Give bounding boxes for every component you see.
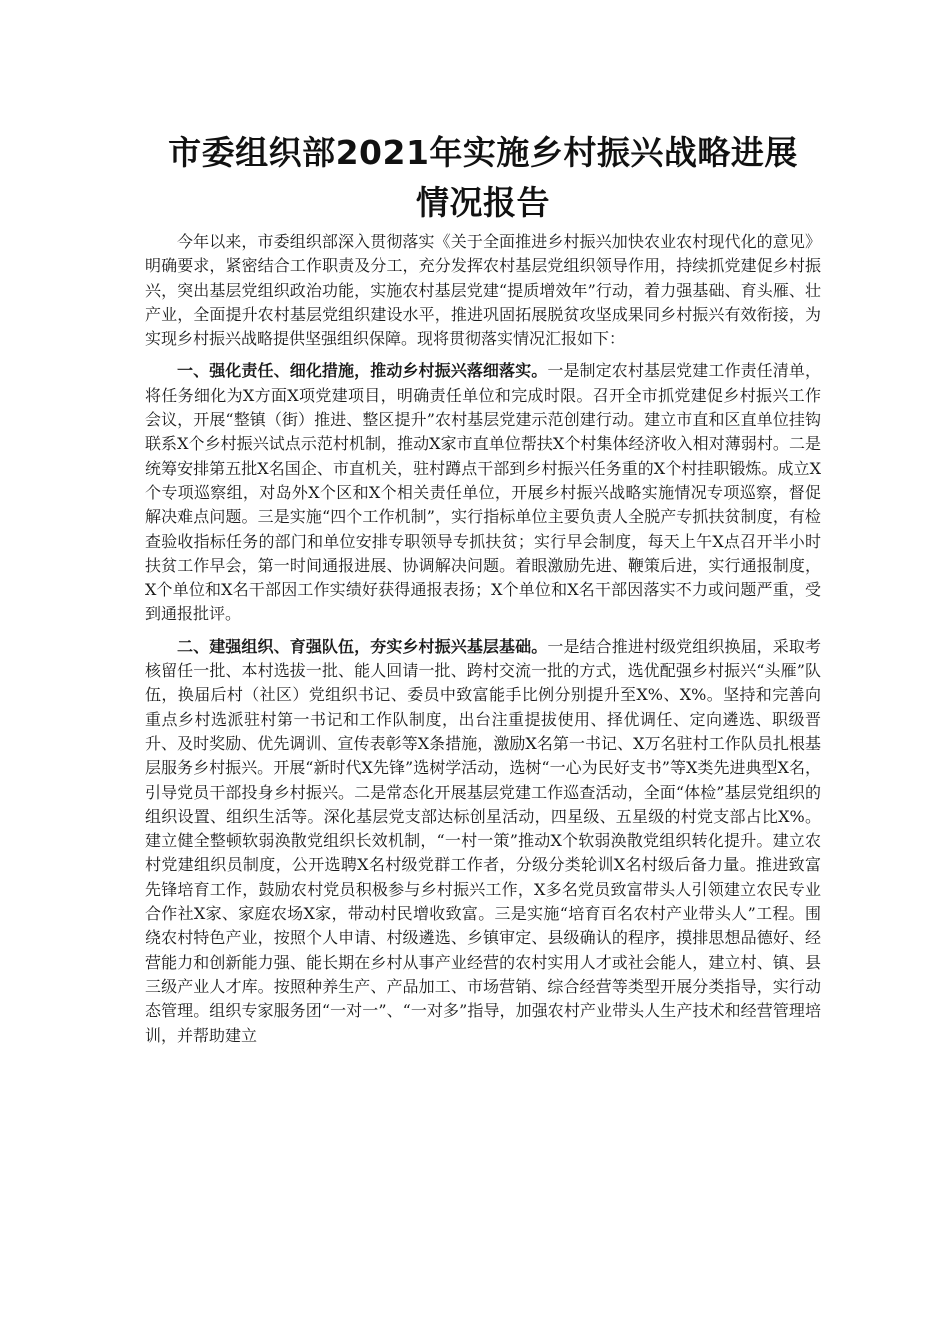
intro-paragraph: 今年以来，市委组织部深入贯彻落实《关于全面推进乡村振兴加快农业农村现代化的意见》明确要求，紧密结合工作职责及分工，充分发挥农村基层党组织领导作用，持续抓党建促乡村振兴，突出基层党组织政治功能，实施农村基层党建“提质增效年”行动，着力强基础、育头雁、壮产业，全面提升农村基层党组织建设水平，推进巩固拓展脱贫攻坚成果同乡村振兴有效衔接，为实现乡村振兴战略提供坚强组织保障。现将贯彻落实情况汇报如下： (145, 232, 821, 349)
title-line-2: 情况报告 (416, 183, 550, 222)
section-2-heading: 二、建强组织、育强队伍，夯实乡村振兴基层基础。 (177, 636, 548, 656)
title-line-1: 市委组织部2021年实施乡村振兴战略进展 (168, 133, 798, 172)
section-1-paragraph (145, 359, 821, 626)
document-page (145, 128, 821, 1056)
section-2-paragraph (145, 635, 821, 1048)
document-title (145, 128, 821, 228)
section-1-text: 一是制定农村基层党建工作责任清单，将任务细化为X方面X项党建项目，明确责任单位和完成时限。召开全市抓党建促乡村振兴工作会议，开展“整镇（街）推进、整区提升”农村基层党建示范创建行动。建立市直和区直单位挂钩联系X个乡村振兴试点示范村机制，推动X家市直单位帮扶X个村集体经济收入相对薄弱村。二是统筹安排第五批X名国企、市直机关，驻村蹲点干部到乡村振兴任务重的X个村挂职锻炼。成立X个专项巡察组，对岛外X个区和X个相关责任单位，开展乡村振兴战略实施情况专项巡察，督促解决难点问题。三是实施“四个工作机制”，实行指标单位主要负责人全脱产专抓扶贫制度，有检查验收指标任务的部门和单位安排专职领导专抓扶贫；实行早会制度，每天上午X点召开半小时扶贫工作早会，第一时间通报进展、协调解决问题。着眼激励先进、鞭策后进，实行通报制度，X个单位和X名干部因工作实绩好获得通报表扬；X个单位和X名干部因落实不力或问题严重，受到通报批评。 (145, 361, 821, 624)
section-1-heading: 一、强化责任、细化措施，推动乡村振兴落细落实。 (177, 361, 548, 381)
section-2-text: 一是结合推进村级党组织换届，采取考核留任一批、本村选拔一批、能人回请一批、跨村交流一批的方式，选优配强乡村振兴“头雁”队伍，换届后村（社区）党组织书记、委员中致富能手比例分别提升至X%、X%。坚持和完善向重点乡村选派驻村第一书记和工作队制度，出台注重提拔使用、择优调任、定向遴选、职级晋升、及时奖励、优先调训、宣传表彰等X条措施，激励X名第一书记、X万名驻村工作队员扎根基层服务乡村振兴。开展“新时代X先锋”选树学活动，选树“一心为民好支书”等X类先进典型X名，引导党员干部投身乡村振兴。二是常态化开展基层党建工作巡查活动，全面“体检”基层党组织的组织设置、组织生活等。深化基层党支部达标创星活动，四星级、五星级的村党支部占比X%。建立健全整顿软弱涣散党组织长效机制，“一村一策”推动X个软弱涣散党组织转化提升。建立农村党建组织员制度，公开选聘X名村级党群工作者，分级分类轮训X名村级后备力量。推进致富先锋培育工作，鼓励农村党员积极参与乡村振兴工作，X多名党员致富带头人引领建立农民专业合作社X家、家庭农场X家，带动村民增收致富。三是实施“培育百名农村产业带头人”工程。围绕农村特色产业，按照个人申请、村级遴选、乡镇审定、县级确认的程序，摸排思想品德好、经营能力和创新能力强、能长期在乡村从事产业经营的农村实用人才或社会能人，建立村、镇、县三级产业人才库。按照种养生产、产品加工、市场营销、综合经营等类型开展分类指导，实行动态管理。组织专家服务团“一对一”、“一对多”指导，加强农村产业带头人生产技术和经营管理培训，并帮助建立 (145, 636, 821, 1045)
